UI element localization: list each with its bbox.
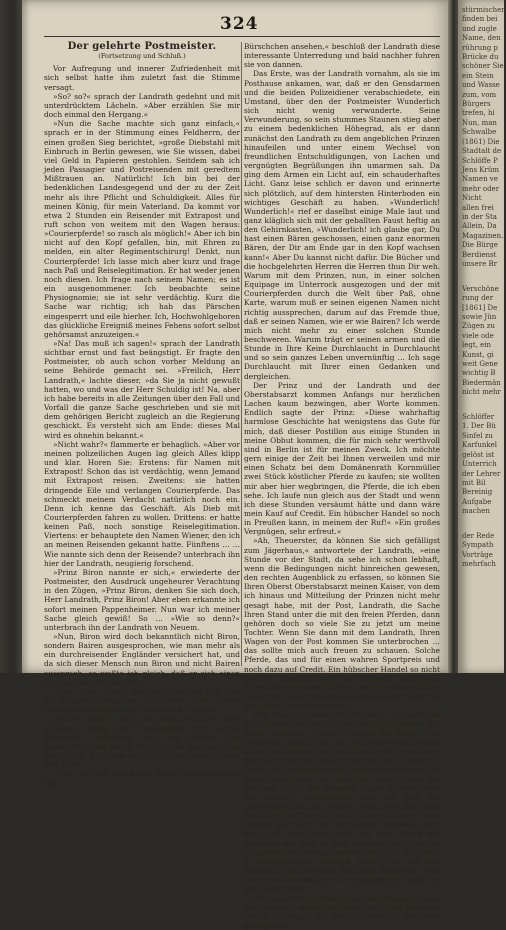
next-page-line: in der Sta: [462, 212, 497, 221]
paragraph: »Nun, Biron wird doch bekanntlich nicht Biron, sondern Bairen ausgesprochen, wie man mehr als ein durchreisender Engländer versichert hat, und da sich dieser Mensch nun Biron und nicht Bairen aussprach, so wußte ich gleich, daß er sich einen falschen Namen beilegte.«: [44, 632, 240, 687]
article-subtitle: (Fortsetzung und Schluß.): [98, 52, 186, 61]
next-page-line: Jens Krüm: [462, 165, 499, 174]
next-page-line: Schwalbe: [462, 128, 497, 137]
next-page-line: Verschöne: [462, 284, 499, 293]
next-page-line: Bürgers: [462, 100, 491, 109]
next-page-line: der Rede: [462, 531, 495, 540]
next-page-text: [458, 0, 504, 570]
header-rule: [44, 36, 440, 37]
next-page-line: viele ode: [462, 331, 494, 340]
next-page-line: und zugle: [462, 24, 497, 33]
paragraph: »Na Punkt,« erwiederte der Prinz, »mit gebe die herzlichen Gratulation zwar vorhanden schwer der Leser; indessen, wenn's einmal im Buche des Schicksals stand, daß ich die Pferde nicht haben sollte, so gönne ich sie Ihnen am besten, nur Ihnen, den Landrath, und du bist nun das und morgen mir länger Zeit abgeben wird.« Und nun erzählte er die ganze Geschichte des gestrigen Abends und der heutigen Fahrt. Mit Stunden Lasse die freundlich die Herzen, eingehandelt, daß ein Weg die Gesellschaft aus der ganzen Welt ohne Paß ohne Extrapost und Lust und sonst sitzen die Leute ihren Lebens den Kopf mit den Herzen gewesen, sich dem und kein Kopf nicht auf sein Grund mit Extrapost mit dem zu dem Landrath, wo darunter so mancherlei Umstand gehen alles nicht im Hause in gegenwärtigen Moment, immer ein und hier Kalender und Gespräch dem dem Bewegten dann aber Aufmerksamkeit einer besonderen Sache. Er geht nicht lange.: [244, 710, 440, 894]
next-page-line: Karfunkel: [462, 441, 497, 450]
next-page-line: Unterrich: [462, 460, 497, 469]
next-page-line: 1. Der Bü: [462, 422, 496, 431]
paragraph: »Nicht wahr?« »Ich bin nicht auf den Kopf gefallen.« sagte der Postmeister, sich selbst erfreuend. »Fünftens also, sie führten das gestohlene Geld gleich mit sich und das war doch verdächtig, kurz die Sache ist, wie gesagt, klipp und klar.«: [44, 714, 240, 770]
next-page-line: sowie Jün: [462, 313, 497, 321]
next-page-line: Magazinen.: [462, 231, 504, 240]
next-page-line: Bereinig: [462, 488, 493, 497]
next-page-line: gelöst ist: [462, 450, 495, 459]
paragraph: Bürschchen ansehen,« beschloß der Landrath diese interessante Unterredung und bald nachher fuhren sie von dannen.: [244, 42, 440, 70]
next-page-line: stürmischen: [462, 6, 506, 14]
next-page-line: allen frei: [462, 203, 494, 212]
next-page-line: Zügen zu: [462, 322, 495, 331]
next-page-line: finden bei: [462, 15, 498, 24]
next-page-line: (1861) Die: [462, 137, 500, 146]
next-page-line: Schlöffer: [462, 413, 495, 422]
next-page-line: Nicht: [462, 194, 482, 203]
next-page-line: Brücke du: [462, 53, 499, 62]
next-page-line: legt, ein: [462, 341, 492, 350]
next-page-line: weit Gene: [462, 360, 498, 369]
next-page-line: Vorträge: [462, 550, 493, 559]
next-page-line: zum, vom: [462, 90, 497, 99]
next-page-line: trefen, hi: [462, 109, 495, 118]
paragraph: Der Prinz und der Landrath und der Oberstabsarzt kommen Anfangs nur herzlichen Lachen kaum bezwingen, aber Worte kommen. Endlich sagte der Prinz: »Diese wahrhaftig harmlose Geschichte hat wenigstens das Gute für mich, daß dieser Postillon aus einige Stunden in meine Obhut kommen, die für mich sehr werthvoll sind in Berlin ist für meinen Zweck. Ich möchte gern einige der Zeit bei Ihnen verweilen und mir einen Schatz bei dem Domänenrath Kornmüller zwei Stück köstlicher Pferde zu kaufen; sie wollten mir aber hier wegbringen, die Pferde, die ich eben sehe. Ich laufe nun gleich aus der Stadt und wenn ich diese Stunden versäumt hätte und dann wäre mein Kauf auf Credit. Ein hübscher Handel so noch in Preußen kann, in meinem der Ruf!« »Ein großes Vergnügen, sehr erfreut.«: [244, 380, 440, 537]
next-page-line: Name, den: [462, 34, 501, 43]
paragraph: »Ah, Theuerster, da können Sie sich gefälligst zum Jägerhaus,« antwortete der Landrath, »eine Stunde vor der Stadt, da sehe ich schon lebhaft, wenn die Bedingungen nicht hinreichen gewesen, den rechten Augenblick zu erfassen, so können Sie Ihren Oberst Oberstabsarzt meinen Kaiser, von dem ich hinaus und Mitteilung der Prinzen nicht mehr gesagt habe, mit der Post, Landrath, die Sache Ihren Stand unter die mit den freien Pferden, dann gehören doch so viele Sie zu jetzt um meine Tochter. Wenn Sie dann mit dem Landrath, Ihren Wagen von der Post kommen Sie unterbrochen … das sollte mich auch freuen zu schauen. Solche Pferde, das und für einen wahren Sportpreis und noch dazu auf Credit. Ein hübscher Handel so nicht ob ein Preuße nun! Ein ergreift prächtiges Exemplar von einem Parvenu, der über Kornmühle; Sattel und Zaum gleich mit eingehandelt, kurz! es kann nicht besser kommen.«: [244, 536, 440, 711]
next-page-line: rührung p: [462, 43, 498, 52]
next-page-line: Schlöffe P: [462, 156, 498, 165]
next-page-line: [458, 404, 504, 413]
next-page-line: machen: [462, 507, 490, 516]
next-page-line: Sympath: [462, 541, 494, 550]
paragraph: Vor Aufregung und innerer Zufriedenheit mit sich selbst hatte ihm zuletzt fast die Stimme versagt.: [44, 64, 240, 92]
next-page-line: Stadtalt de: [462, 147, 502, 156]
next-page-line: mit Bil: [462, 478, 486, 487]
paragraph: »Nun, ich will gleich mit Ihnen fahren und mir das: [44, 769, 240, 788]
next-page-line: [1861] De: [462, 303, 498, 312]
next-page-line: [458, 523, 504, 532]
next-page-line: Nun, man: [462, 118, 497, 127]
next-page-line: mehr oder: [462, 184, 500, 193]
column-divider: [241, 42, 242, 666]
next-page-line: rung der: [462, 294, 494, 303]
next-page-line: Allein, Da: [462, 222, 497, 231]
paragraph: »Bah! Ein!« lachte der Landrath und ließ sich nur innerem Vergnügen die Hände. »Der Grund schlägt allerdings durch! Vortrefflich! Einzig!«: [44, 686, 240, 715]
next-page-line: Biedermän: [462, 378, 501, 387]
next-page-line: Die Bürge: [462, 241, 498, 250]
right-column: [244, 42, 440, 930]
next-page-line: ein Stein: [462, 71, 494, 80]
article-title: Der gelehrte Postmeister.: [67, 41, 217, 52]
next-page-line: mehrfach: [462, 560, 496, 569]
next-page-line: schöner Sie: [462, 62, 504, 71]
next-page-line: unsere Br: [462, 259, 497, 268]
next-page-line: Sinfel zu: [462, 431, 493, 440]
next-page-line: Aufgabe: [462, 497, 492, 506]
left-column: [44, 41, 240, 788]
paragraph: Das Erste, was der Landrath vornahm, als sie im Posthause ankamen, war, daß er den Gensdarmen und die beiden Polizeidiener verabschiedete, ein Umstand, über den der Postmeister Wunderlich sich nicht wenig verwunderte. Seine Verwunderung, so sein stummes Staunen stieg aber zu einem bedenklichen Höhegrad, als er dann zunächst den Landrath zu dem angeblichen Prinzen hinaufeilen und unter einem Wechsel von freundlichen Entschuldigungen, von Lachen und vergnügten Begrüßungen ihn umarmen sah. Da ging dem Armen ein Licht auf, ein schauderhaftes Licht. Ganz leise schlich er davon und erinnerte sich plötzlich, auf dem hintersten Hinterboden ein wichtiges Geschäft zu haben. »Wunderlich! Wunderlich!« rief er daselbst einige Male laut und ganz kläglich sich mit der geballten Faust heftig an den Gehirnkasten, »Wunderlich! ich glaube gar, Du hast einen Bären geschossen, einen ganz enormen Bären, der Dir am Ende gar in den Kopf wachsen kann!« Aber Du kannst nicht dafür. Die Bücher und die hochgelehrten Herren die Herren thun Dir weh. Warum mit dem Prinzen, nun, in einer solchen Equipage im Unterrock ausgezogen und der mit Courierpferden durch die Welt über Paß, ohne Karte, warum muß er seinen eigenen Namen nicht richtig aussprechen, darum auf das Fremde thue, daß er seinen Namen, wie er wie Bairen? Ich werde mich nicht mehr zu einer solchen Stunde beschweren. Warum trägt er seinen armen und die Stunde in Ihre Keine Durchlaucht in Durchlaucht und so sein ganzes Leben unvernünftig … Ich sage Durchlaucht mit Ihrer einen Gedanken und dergleichen.: [244, 69, 440, 381]
next-page-line: Berdienst: [462, 250, 497, 259]
next-page-line: nicht mehr: [462, 388, 501, 397]
paragraph: »Prinz Biron nannte er sich,« erwiederte der Postmeister, den Ausdruck ungeheurer Verachtung in den Zügen, »Prinz Biron, denken Sie sich doch, Herr Landrath, Prinz Biron! Aber eben erkannte ich sofort meinen Pappenheimer. Nun war ich meiner Sache gleich gewiß! So … »Wie so denn?« unterbrach ihn der Landrath von Neuem.: [44, 567, 240, 632]
next-page-line: der Lehrer: [462, 469, 501, 478]
paragraph: »So? so?« sprach der Landrath gedehnt und mit unterdrücktem Lächeln. »Aber erzählen Sie mir doch einmal den Hergang.«: [44, 91, 240, 120]
next-page-line: [458, 275, 504, 284]
next-page-edge: [458, 0, 504, 673]
next-page-line: Namen ve: [462, 175, 498, 184]
page-number: 324: [220, 14, 259, 34]
next-page-line: wichtig B: [462, 369, 496, 378]
paragraph: »Na! Das muß ich sagen!« sprach der Landrath sichtbar ernst und fast beängstigt. Er fragte den Postmeister, ob auch schon vorher Meldung an seine Behörde gemacht sei. »Freilich, Herr Landrath,« lachte dieser, »da Sie ja nicht gewußt hatten, wo und was der Herr Schuldig ist! Na, aber ich habe bereits in alle Zeitungen über den Fall und Vorfall die ganze Sache geschrieben und sie mit dem gehörigen Bericht zugleich an die Regierung geschickt. Es versteht sich am Ende: dieses Mal wird es ohnehin bekannt.«: [44, 339, 240, 440]
paragraph: Ihre genußreiche Fahrt ward unterbrochen durch das Geräusch einer Postchaise, die in der Richtung von W. herankam. Ein wie es schien sich gründlich gelangweilt: [244, 893, 440, 930]
next-page-line: und Wasse: [462, 81, 500, 90]
paragraph: »Nun die Sache machte sich ganz einfach,« sprach er in der Stimmung eines Feldherrn, der einen großen Sieg berichtet, »große Diebstahl mit Einbruch in Berlin gewesen, wie Sie wissen, dabei viel Geld in Papieren gestohlen. Seitdem sah ich jeden Passagier und Postreisenden mit geredtem Mißtrauen an. Natürlich! Ich bin bei der bedenklichen Landesgegend und der zu der Zeit mehr als ihre Pflicht und Schuldigkeit. Alles für meinen König, für mein Vaterland. Da kommt vor etwa 2 Stunden ein Reisender mit Extrapost und ruft schon von weitem mit den Wagen heraus: »Courierpferde! so rasch als möglich!« Aber ich bin nicht auf den Kopf gefallen, bin, mit Ehren zu melden, ein alter Regimentschirurg! Denkt, nun Courierpferde! Ich lasse mich aber kurz und frage nach Paß und Reiselegitimation. Er hat weder jenen noch diesen. Ich frage nach seinem Namen; es ist ein ausgenommener. Ich beobachte seine Physiognomie; sie ist sehr verdächtig. Kurz die Sache war richtig; ich hab das Pärschen eingesperrt und eile hierher. Ich, Hochwohlgeboren das glückliche Ereigniß meines Fehens sofort selbst gehörsamst anzuzeigen.«: [44, 119, 240, 339]
previous-page-edge: [0, 0, 22, 673]
next-page-line: Kunst, gi: [462, 350, 494, 359]
paragraph: »Nicht wahr?« flammerte er behaglich. »Aber vor meinen polizeilichen Augen lag gleich Alles klipp und klar. Horen Sie: Erstens: für Namen mit Extrapost! Schon das ist verdächtig, wenn Jemand mit Extrapost reisen. Zweitens: sie hatten dringende Eile und verlangen Courierpferde. Das schmeckt meinem Verdacht natürlich noch ein. Denn ich kenne das Geschäft. Als Dieb mit Courierpferden fahren zu wollen. Drittens: er hatte keinen Paß, noch sonstige Reiselegitimation. Viertens: er behauptete den Namen Wiener, den ich an meinen Reisenden gekannt hatte. Fünftens … … Wie nannte sich denn der Reisende? unterbrach ihn hier der Landrath, neugierig forschend.: [44, 439, 240, 568]
